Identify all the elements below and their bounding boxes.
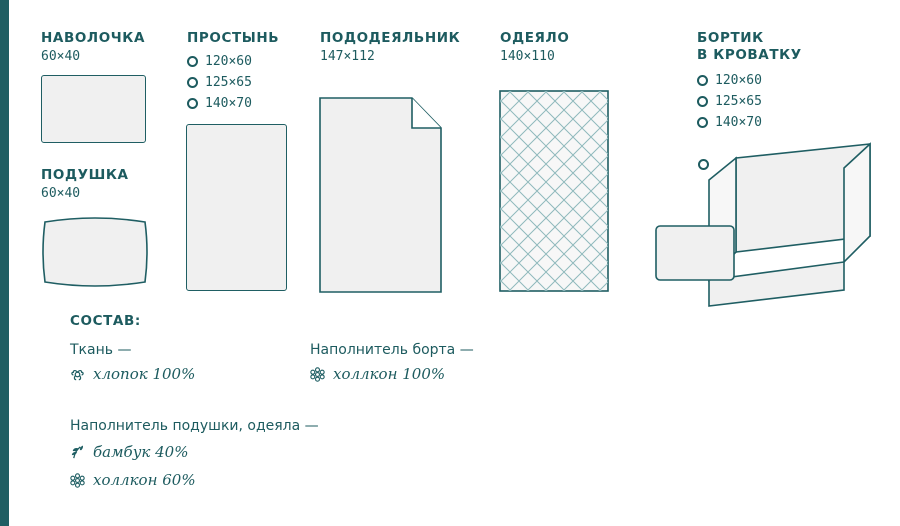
product-title: ПОДУШКА <box>41 167 129 183</box>
composition-value-row <box>70 365 195 383</box>
size-option-row[interactable] <box>187 93 279 114</box>
sheet-shape <box>186 124 287 291</box>
pillowcase-shape <box>41 75 146 143</box>
composition-value-row <box>70 471 319 489</box>
product-dims: 140×110 <box>500 49 555 64</box>
size-option-row[interactable] <box>187 72 279 93</box>
size-option-label: 125×65 <box>715 94 762 109</box>
hollowfiber-icon <box>70 473 85 488</box>
blanket-shape <box>499 90 609 292</box>
composition-entry-fabric <box>70 342 195 383</box>
composition-label: Наполнитель борта — <box>310 342 474 358</box>
composition-value: хлопок 100% <box>93 365 196 383</box>
composition-heading: СОСТАВ: <box>70 313 141 329</box>
size-option-label: 120×60 <box>715 73 762 88</box>
size-option-row[interactable] <box>697 112 802 133</box>
radio-icon[interactable] <box>187 56 198 67</box>
size-option-row[interactable] <box>697 91 802 112</box>
size-option-label: 140×70 <box>205 96 252 111</box>
radio-icon[interactable] <box>187 77 198 88</box>
product-title: БОРТИК <box>697 30 764 46</box>
composition-value-row <box>310 365 474 383</box>
radio-icon[interactable] <box>187 98 198 109</box>
bumper-shape <box>648 140 874 308</box>
duvet-cover-shape <box>319 97 442 293</box>
product-pillow <box>41 167 129 203</box>
product-pillowcase <box>41 30 145 66</box>
product-dims: 60×40 <box>41 186 81 201</box>
composition-label: Наполнитель подушки, одеяла — <box>70 418 319 434</box>
product-title: ПРОСТЫНЬ <box>187 30 280 46</box>
composition-entry-pillow-blanket-filler <box>70 418 319 489</box>
composition-label: Ткань — <box>70 342 132 358</box>
product-bumper <box>697 30 802 133</box>
cotton-icon <box>70 367 85 382</box>
product-title: НАВОЛОЧКА <box>41 30 145 46</box>
sheet-size-options <box>187 51 279 114</box>
pillow-shape <box>39 212 151 292</box>
product-title: ПОДОДЕЯЛЬНИК <box>320 30 461 46</box>
radio-icon[interactable] <box>697 96 708 107</box>
bumper-size-options <box>697 70 802 133</box>
composition-value: холлкон 100% <box>333 365 446 383</box>
composition-block <box>70 313 141 329</box>
hollowfiber-icon <box>310 367 325 382</box>
product-title: ОДЕЯЛО <box>500 30 570 46</box>
size-option-label: 125×65 <box>205 75 252 90</box>
left-accent-bar <box>0 0 9 526</box>
composition-value: бамбук 40% <box>93 443 189 461</box>
size-option-row[interactable] <box>697 70 802 91</box>
product-sheet <box>187 30 279 114</box>
radio-icon[interactable] <box>697 117 708 128</box>
composition-value: холлкон 60% <box>93 471 196 489</box>
size-option-label: 140×70 <box>715 115 762 130</box>
size-option-row[interactable] <box>187 51 279 72</box>
product-dims: 147×112 <box>320 49 375 64</box>
composition-entry-bumper-filler <box>310 342 474 383</box>
size-option-label: 120×60 <box>205 54 252 69</box>
bamboo-icon <box>70 445 85 460</box>
composition-value-row <box>70 443 319 461</box>
product-blanket <box>500 30 569 66</box>
product-duvet-cover <box>320 30 460 66</box>
radio-icon[interactable] <box>697 75 708 86</box>
product-dims: 60×40 <box>41 49 81 64</box>
product-title-second-line: В КРОВАТКУ <box>697 47 802 63</box>
